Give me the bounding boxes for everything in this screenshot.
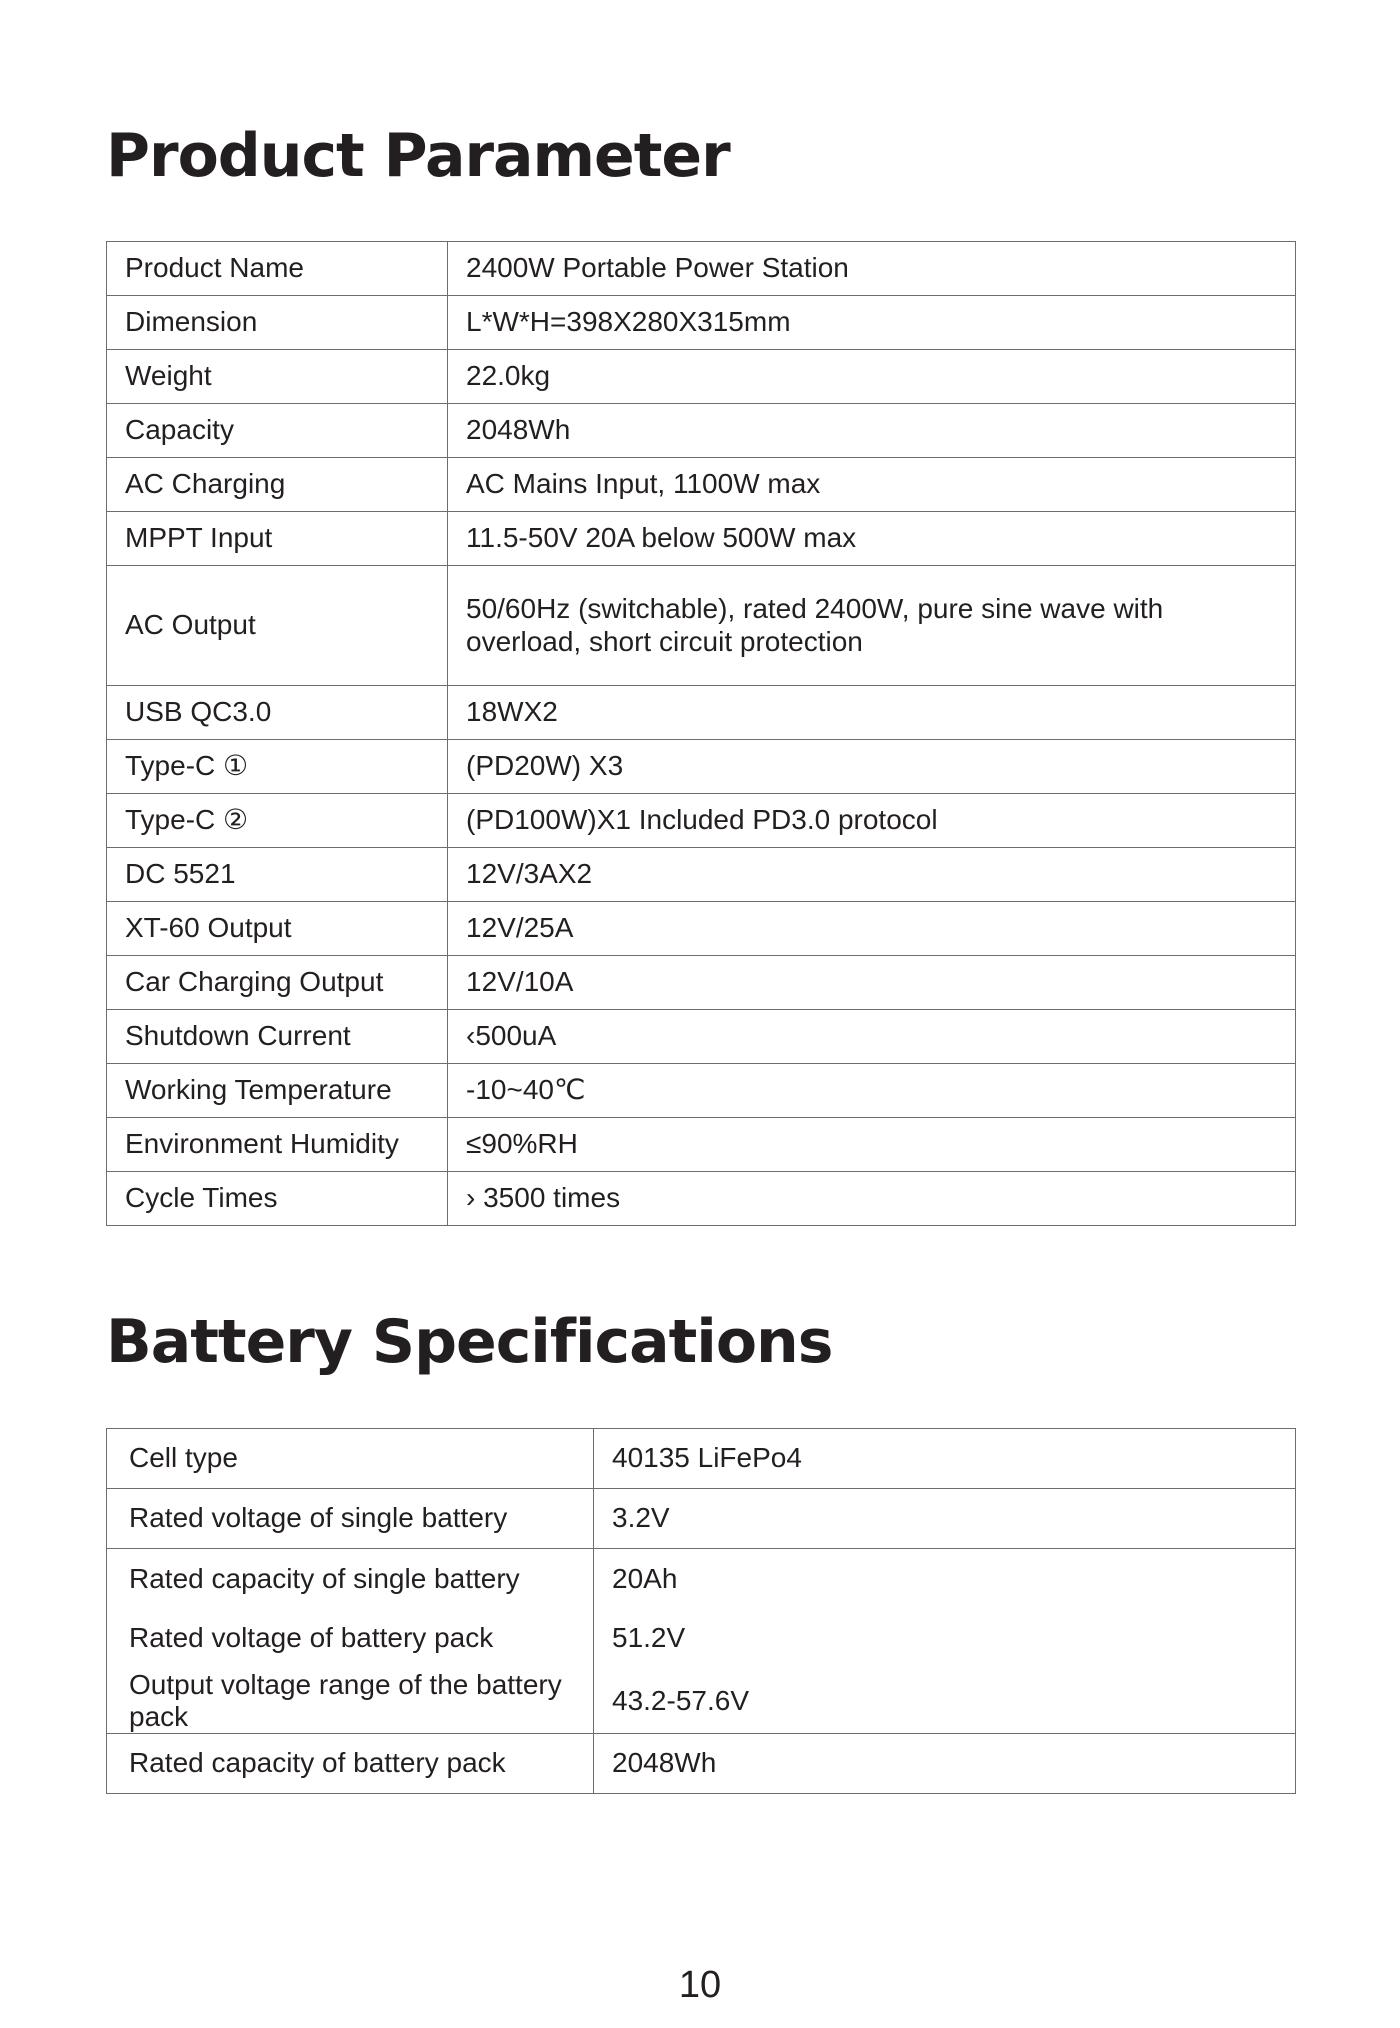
parameter-label: Cycle Times [107,1172,448,1226]
table-row [107,1669,1296,1734]
parameter-value: 12V/3AX2 [448,848,1296,902]
parameter-value: 50/60Hz (switchable), rated 2400W, pure sine wave with overload, short circuit protection [448,566,1296,686]
parameter-label: Product Name [107,242,448,296]
parameter-label: Dimension [107,296,448,350]
parameter-label: Shutdown Current [107,1010,448,1064]
battery-spec-label: Rated voltage of single battery [107,1489,594,1549]
battery-spec-value: 2048Wh [594,1733,1296,1793]
parameter-value: › 3500 times [448,1172,1296,1226]
table-row [107,566,1296,686]
parameter-label: USB QC3.0 [107,686,448,740]
parameter-label: DC 5521 [107,848,448,902]
parameter-label: AC Charging [107,458,448,512]
battery-spec-value: 43.2-57.6V [594,1669,1296,1734]
battery-spec-label: Rated capacity of battery pack [107,1733,594,1793]
battery-spec-label: Output voltage range of the battery pack [107,1669,594,1734]
table-row [107,1733,1296,1793]
parameter-value: 12V/25A [448,902,1296,956]
parameter-value: ≤90%RH [448,1118,1296,1172]
battery-specifications-table [106,1428,1296,1794]
parameter-value: 22.0kg [448,350,1296,404]
battery-spec-value: 51.2V [594,1609,1296,1669]
parameter-label: Capacity [107,404,448,458]
parameter-label: AC Output [107,566,448,686]
parameter-value: -10~40℃ [448,1064,1296,1118]
table-row [107,1429,1296,1489]
parameter-value: (PD20W) X3 [448,740,1296,794]
table-row [107,1549,1296,1609]
table-row [107,956,1296,1010]
parameter-value: (PD100W)X1 Included PD3.0 protocol [448,794,1296,848]
table-row [107,404,1296,458]
parameter-value: 2400W Portable Power Station [448,242,1296,296]
table-row [107,848,1296,902]
parameter-value: 18WX2 [448,686,1296,740]
page-number: 10 [678,1964,722,2006]
table-row [107,902,1296,956]
table-row [107,1010,1296,1064]
table-row [107,1609,1296,1669]
table-row [107,296,1296,350]
battery-spec-value: 3.2V [594,1489,1296,1549]
battery-spec-value: 40135 LiFePo4 [594,1429,1296,1489]
table-row [107,1172,1296,1226]
parameter-label: MPPT Input [107,512,448,566]
product-parameter-table [106,241,1296,1226]
table-row [107,242,1296,296]
table-row [107,1118,1296,1172]
parameter-label: Car Charging Output [107,956,448,1010]
battery-spec-value: 20Ah [594,1549,1296,1609]
parameter-label: Environment Humidity [107,1118,448,1172]
parameter-label: Working Temperature [107,1064,448,1118]
battery-specifications-title: Battery Specifications [106,1307,833,1377]
parameter-value: 2048Wh [448,404,1296,458]
table-row [107,794,1296,848]
table-row [107,458,1296,512]
product-parameter-title: Product Parameter [106,121,730,191]
parameter-value: L*W*H=398X280X315mm [448,296,1296,350]
parameter-value: ‹500uA [448,1010,1296,1064]
parameter-label: Type-C ① [107,740,448,794]
table-row [107,740,1296,794]
battery-spec-label: Rated voltage of battery pack [107,1609,594,1669]
table-row [107,686,1296,740]
parameter-value: AC Mains Input, 1100W max [448,458,1296,512]
parameter-value: 11.5-50V 20A below 500W max [448,512,1296,566]
parameter-label: Weight [107,350,448,404]
battery-spec-label: Rated capacity of single battery [107,1549,594,1609]
table-row [107,1489,1296,1549]
table-row [107,350,1296,404]
battery-spec-label: Cell type [107,1429,594,1489]
parameter-label: XT-60 Output [107,902,448,956]
table-row [107,512,1296,566]
parameter-label: Type-C ② [107,794,448,848]
table-row [107,1064,1296,1118]
parameter-value: 12V/10A [448,956,1296,1010]
